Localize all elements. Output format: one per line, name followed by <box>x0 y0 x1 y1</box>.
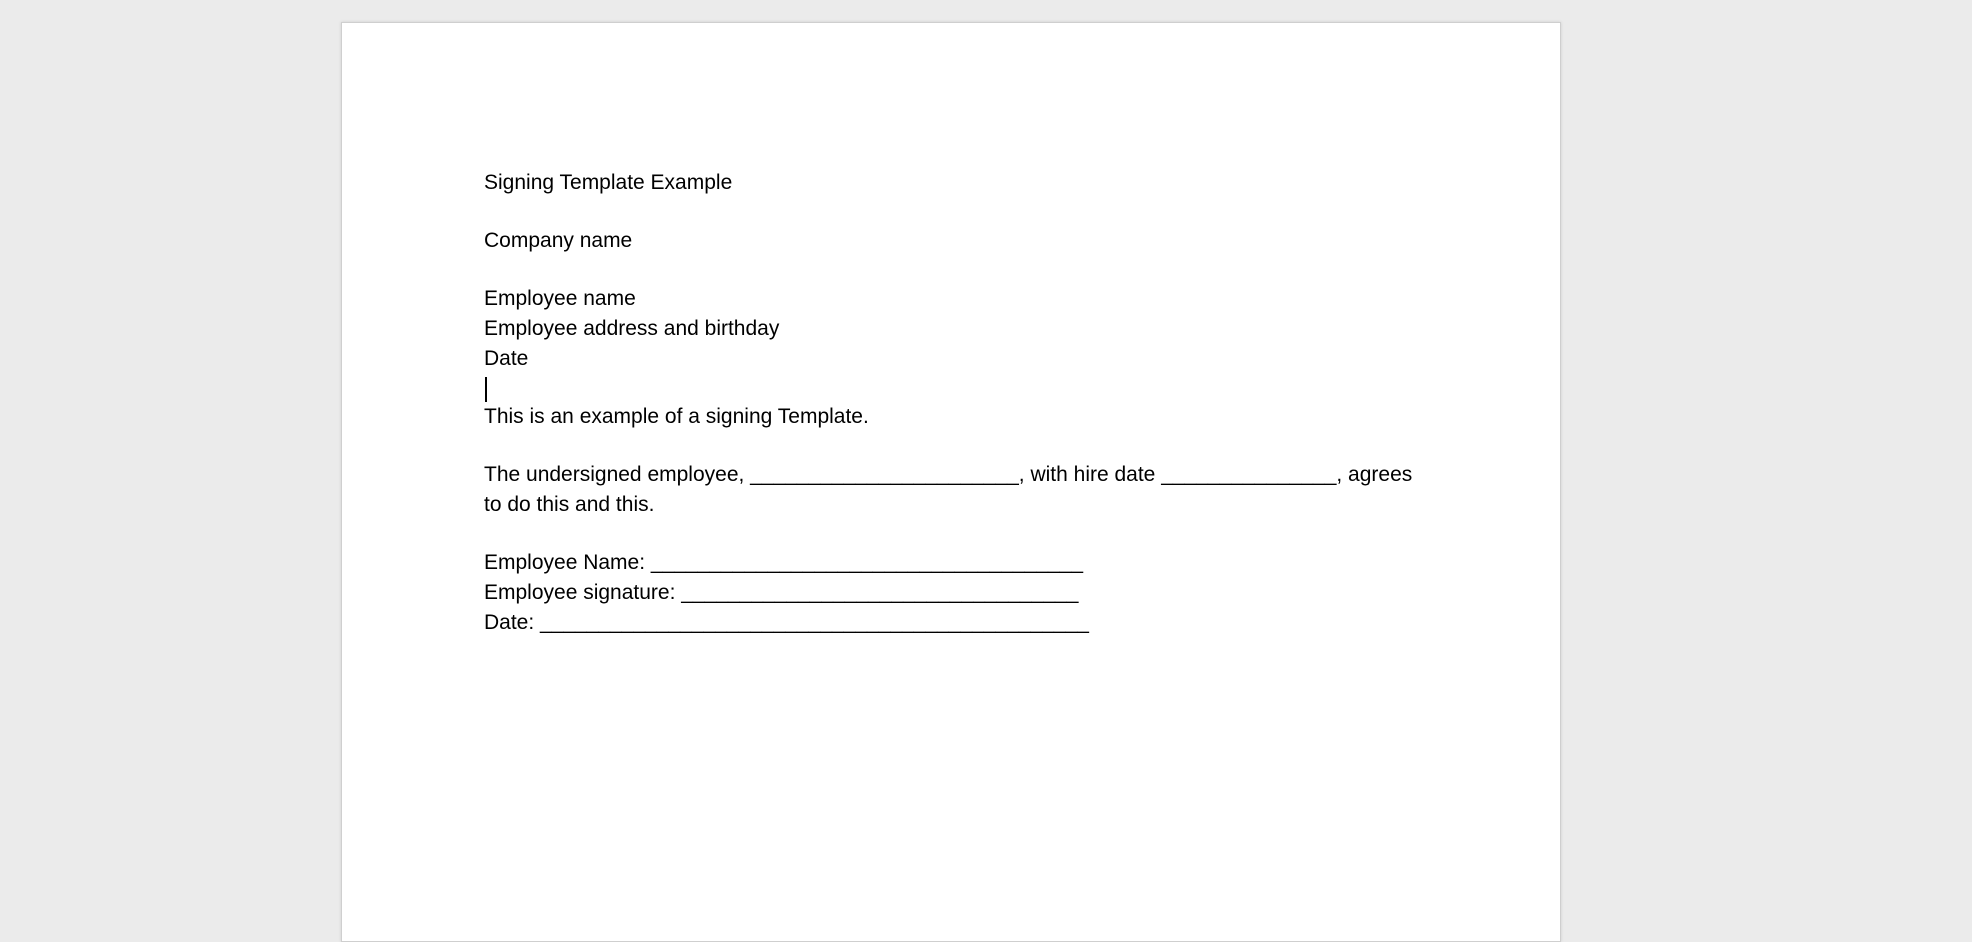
paragraph-spacer <box>484 432 1424 460</box>
employee-name-line: Employee name <box>484 287 636 310</box>
empty-paragraph[interactable] <box>484 374 1424 404</box>
agreement-paragraph: The undersigned employee, _______________________, with hire date _______________, agrees to do this and this. <box>484 463 1413 516</box>
employee-name-field: Employee Name: _____________________________________ <box>484 551 1084 574</box>
document-body[interactable] <box>484 168 1424 638</box>
employee-signature-field: Employee signature: __________________________________ <box>484 581 1079 604</box>
paragraph-spacer <box>484 256 1424 284</box>
paragraph-spacer <box>484 198 1424 226</box>
employee-address-line: Employee address and birthday <box>484 317 780 340</box>
document-title: Signing Template Example <box>484 171 733 194</box>
company-name-line: Company name <box>484 229 633 252</box>
signature-date-field: Date: _______________________________________________ <box>484 611 1089 634</box>
document-page[interactable] <box>341 22 1561 942</box>
date-line: Date <box>484 347 529 370</box>
intro-line: This is an example of a signing Template. <box>484 405 869 428</box>
text-cursor <box>485 377 487 402</box>
paragraph-spacer <box>484 520 1424 548</box>
